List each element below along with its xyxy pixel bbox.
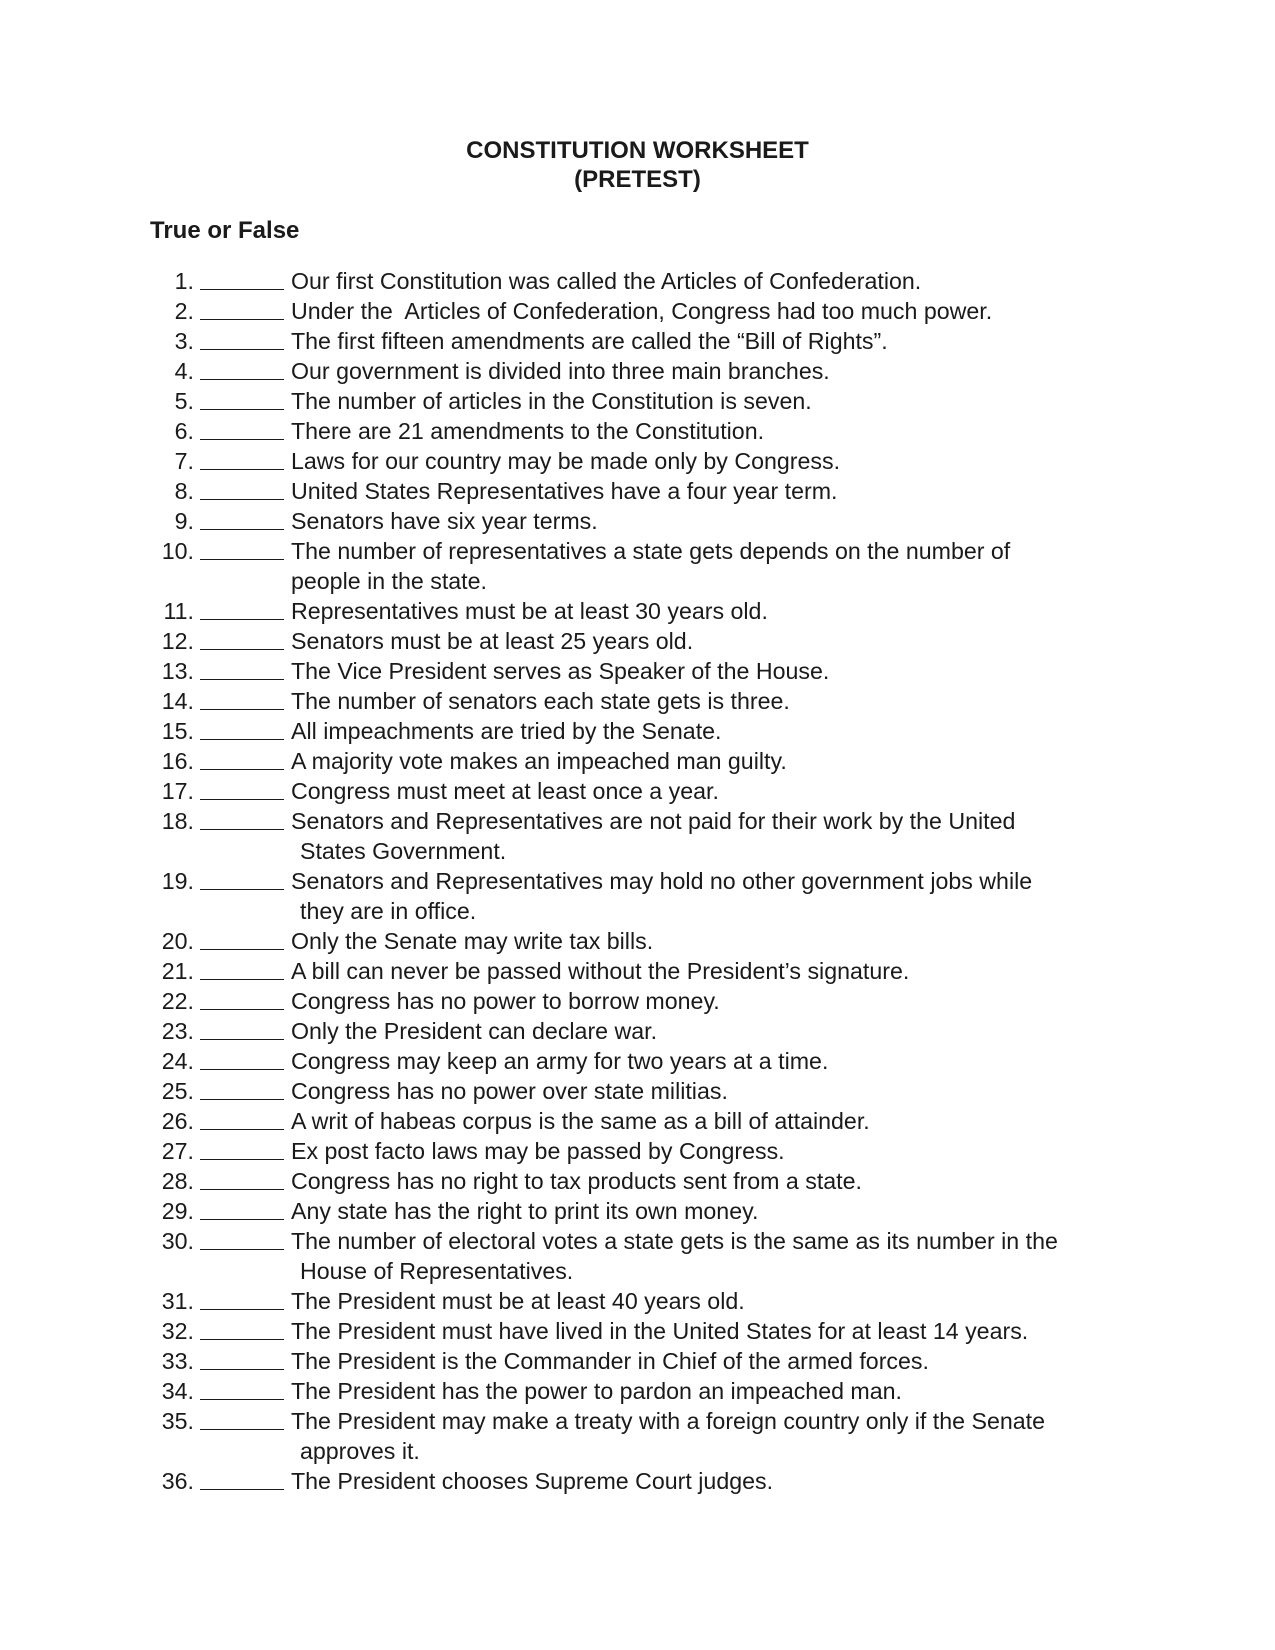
question-number: 2. [174, 298, 194, 324]
question-text [291, 986, 1180, 1016]
question-item [150, 626, 1180, 656]
question-text [291, 1316, 1180, 1346]
question-text [291, 296, 1180, 326]
question-number: 36. [161, 1468, 194, 1494]
question-number: 27. [161, 1138, 194, 1164]
section-heading: True or False [150, 217, 300, 244]
question-item [150, 956, 1180, 986]
question-text [291, 626, 1180, 656]
question-item [150, 266, 1180, 296]
answer-blank[interactable] [200, 356, 284, 380]
question-number: 32. [161, 1318, 194, 1344]
question-item [150, 1016, 1180, 1046]
question-text-line: Under the Articles of Confederation, Congress had too much power. [291, 298, 993, 324]
question-number: 7. [174, 448, 194, 474]
answer-blank[interactable] [200, 1166, 284, 1190]
question-text-line: The Vice President serves as Speaker of the House. [291, 658, 830, 684]
question-item [150, 386, 1180, 416]
question-text-line: Senators have six year terms. [291, 508, 598, 534]
question-number: 28. [161, 1168, 194, 1194]
question-text-line: The President must be at least 40 years old. [291, 1288, 745, 1314]
question-item [150, 296, 1180, 326]
question-text-continuation: they are in office. [300, 898, 477, 924]
question-text-continuation: approves it. [300, 1438, 420, 1464]
question-text-line: There are 21 amendments to the Constitution. [291, 418, 765, 444]
question-text-continuation: States Government. [300, 838, 507, 864]
question-item [150, 1076, 1180, 1106]
question-item [150, 746, 1180, 776]
question-number: 10. [161, 538, 194, 564]
question-number: 31. [161, 1288, 194, 1314]
question-text-line: A majority vote makes an impeached man guilty. [291, 748, 787, 774]
question-item [150, 1136, 1180, 1166]
question-text-line: Only the President can declare war. [291, 1018, 658, 1044]
question-number: 22. [161, 988, 194, 1014]
question-number: 35. [161, 1408, 194, 1434]
answer-blank[interactable] [200, 536, 284, 560]
question-item [150, 416, 1180, 446]
question-item [150, 716, 1180, 746]
question-text-line: Only the Senate may write tax bills. [291, 928, 654, 954]
question-number: 8. [174, 478, 194, 504]
question-item [150, 476, 1180, 506]
question-text-line: Ex post facto laws may be passed by Congress. [291, 1138, 785, 1164]
question-number: 13. [161, 658, 194, 684]
answer-blank[interactable] [200, 1346, 284, 1370]
question-text [291, 656, 1180, 686]
answer-blank[interactable] [200, 1076, 284, 1100]
question-text-line: Senators and Representatives may hold no other government jobs while [291, 868, 1033, 894]
worksheet-subtitle: (PRETEST) [574, 166, 701, 193]
question-text [291, 1376, 1180, 1406]
question-text [291, 776, 1180, 806]
question-text-line: The President is the Commander in Chief of the armed forces. [291, 1348, 929, 1374]
question-text [291, 536, 1180, 596]
answer-blank[interactable] [200, 1466, 284, 1490]
question-text [291, 956, 1180, 986]
question-text-line: The number of representatives a state gets depends on the number of [291, 538, 1011, 564]
answer-blank[interactable] [200, 956, 284, 980]
question-number: 19. [161, 868, 194, 894]
question-text [291, 926, 1180, 956]
answer-blank[interactable] [200, 1376, 284, 1400]
answer-blank[interactable] [200, 476, 284, 500]
question-text [291, 266, 1180, 296]
question-item [150, 1286, 1180, 1316]
answer-blank[interactable] [200, 1226, 284, 1250]
question-item [150, 1406, 1180, 1466]
question-text [291, 326, 1180, 356]
answer-blank[interactable] [200, 1286, 284, 1310]
question-number: 3. [174, 328, 194, 354]
answer-blank[interactable] [200, 1136, 284, 1160]
question-item [150, 536, 1180, 596]
question-number: 1. [174, 268, 194, 294]
question-number: 25. [161, 1078, 194, 1104]
answer-blank[interactable] [200, 686, 284, 710]
question-number: 26. [161, 1108, 194, 1134]
question-number: 17. [161, 778, 194, 804]
question-item [150, 1466, 1180, 1496]
worksheet-title: CONSTITUTION WORKSHEET [466, 137, 809, 164]
question-text [291, 1226, 1180, 1286]
question-item [150, 506, 1180, 536]
question-number: 9. [174, 508, 194, 534]
answer-blank[interactable] [200, 416, 284, 440]
answer-blank[interactable] [200, 1316, 284, 1340]
answer-blank[interactable] [200, 1106, 284, 1130]
question-item [150, 656, 1180, 686]
question-text-line: The President must have lived in the United States for at least 14 years. [291, 1318, 1029, 1344]
question-text [291, 716, 1180, 746]
question-text-line: Congress must meet at least once a year. [291, 778, 719, 804]
question-number: 15. [161, 718, 194, 744]
question-text [291, 1166, 1180, 1196]
question-text-line: Congress may keep an army for two years at a time. [291, 1048, 829, 1074]
question-text-line: All impeachments are tried by the Senate. [291, 718, 722, 744]
question-list [150, 266, 1180, 1496]
question-text [291, 1406, 1180, 1466]
question-text [291, 1466, 1180, 1496]
question-item [150, 866, 1180, 926]
question-number: 21. [161, 958, 194, 984]
answer-blank[interactable] [200, 926, 284, 950]
question-item [150, 1166, 1180, 1196]
question-text [291, 686, 1180, 716]
answer-blank[interactable] [200, 446, 284, 470]
question-item [150, 326, 1180, 356]
answer-blank[interactable] [200, 386, 284, 410]
question-text [291, 746, 1180, 776]
question-text [291, 476, 1180, 506]
question-text [291, 416, 1180, 446]
question-text-line: Representatives must be at least 30 years old. [291, 598, 768, 624]
question-text [291, 1346, 1180, 1376]
question-number: 18. [161, 808, 194, 834]
question-number: 33. [161, 1348, 194, 1374]
question-text-line: The President chooses Supreme Court judges. [291, 1468, 774, 1494]
question-number: 29. [161, 1198, 194, 1224]
answer-blank[interactable] [200, 1406, 284, 1430]
question-text-line: Laws for our country may be made only by Congress. [291, 448, 841, 474]
question-text [291, 446, 1180, 476]
question-text-line: Senators and Representatives are not paid for their work by the United [291, 808, 1016, 834]
question-number: 4. [174, 358, 194, 384]
question-text-line: Congress has no right to tax products sent from a state. [291, 1168, 862, 1194]
question-item [150, 1316, 1180, 1346]
question-item [150, 986, 1180, 1016]
question-item [150, 926, 1180, 956]
question-text-line: United States Representatives have a four year term. [291, 478, 838, 504]
answer-blank[interactable] [200, 1016, 284, 1040]
question-text [291, 386, 1180, 416]
question-text-line: The President may make a treaty with a foreign country only if the Senate [291, 1408, 1045, 1434]
question-text [291, 1286, 1180, 1316]
question-text [291, 866, 1180, 926]
answer-blank[interactable] [200, 326, 284, 350]
question-text-line: Our first Constitution was called the Articles of Confederation. [291, 268, 922, 294]
question-item [150, 686, 1180, 716]
answer-blank[interactable] [200, 1196, 284, 1220]
question-text [291, 596, 1180, 626]
question-text-line: A writ of habeas corpus is the same as a bill of attainder. [291, 1108, 870, 1134]
question-number: 20. [161, 928, 194, 954]
question-number: 12. [161, 628, 194, 654]
question-text-line: Our government is divided into three main branches. [291, 358, 830, 384]
question-text [291, 356, 1180, 386]
question-item [150, 596, 1180, 626]
question-text-line: A bill can never be passed without the President’s signature. [291, 958, 910, 984]
question-text [291, 1016, 1180, 1046]
answer-blank[interactable] [200, 986, 284, 1010]
question-item [150, 446, 1180, 476]
answer-blank[interactable] [200, 746, 284, 770]
question-number: 24. [161, 1048, 194, 1074]
question-item [150, 356, 1180, 386]
question-text [291, 506, 1180, 536]
question-text-line: Any state has the right to print its own money. [291, 1198, 759, 1224]
answer-blank[interactable] [200, 656, 284, 680]
answer-blank[interactable] [200, 776, 284, 800]
question-number: 5. [174, 388, 194, 414]
question-item [150, 1226, 1180, 1286]
question-text-line: Congress has no power to borrow money. [291, 988, 720, 1014]
question-text-continuation: House of Representatives. [300, 1258, 574, 1284]
question-number: 14. [161, 688, 194, 714]
question-item [150, 1346, 1180, 1376]
question-number: 34. [161, 1378, 194, 1404]
answer-blank[interactable] [200, 626, 284, 650]
question-number: 11. [163, 598, 194, 624]
question-text [291, 806, 1180, 866]
question-text-line: Congress has no power over state militias. [291, 1078, 728, 1104]
question-item [150, 1106, 1180, 1136]
question-item [150, 1376, 1180, 1406]
question-number: 16. [161, 748, 194, 774]
answer-blank[interactable] [200, 866, 284, 890]
question-text-line: The number of senators each state gets is three. [291, 688, 790, 714]
answer-blank[interactable] [200, 506, 284, 530]
question-text-line: The first fifteen amendments are called the “Bill of Rights”. [291, 328, 888, 354]
answer-blank[interactable] [200, 806, 284, 830]
question-text [291, 1076, 1180, 1106]
question-number: 23. [161, 1018, 194, 1044]
question-text [291, 1106, 1180, 1136]
question-text [291, 1136, 1180, 1166]
question-number: 30. [161, 1228, 194, 1254]
question-text-line: The President has the power to pardon an impeached man. [291, 1378, 902, 1404]
question-text [291, 1046, 1180, 1076]
answer-blank[interactable] [200, 296, 284, 320]
answer-blank[interactable] [200, 266, 284, 290]
question-text-line: The number of electoral votes a state gets is the same as its number in the [291, 1228, 1058, 1254]
question-item [150, 1046, 1180, 1076]
question-item [150, 806, 1180, 866]
answer-blank[interactable] [200, 1046, 284, 1070]
answer-blank[interactable] [200, 716, 284, 740]
question-item [150, 776, 1180, 806]
answer-blank[interactable] [200, 596, 284, 620]
question-item [150, 1196, 1180, 1226]
question-text-line: Senators must be at least 25 years old. [291, 628, 694, 654]
question-number: 6. [174, 418, 194, 444]
question-text [291, 1196, 1180, 1226]
question-text-continuation: people in the state. [291, 568, 487, 594]
question-text-line: The number of articles in the Constitution is seven. [291, 388, 812, 414]
